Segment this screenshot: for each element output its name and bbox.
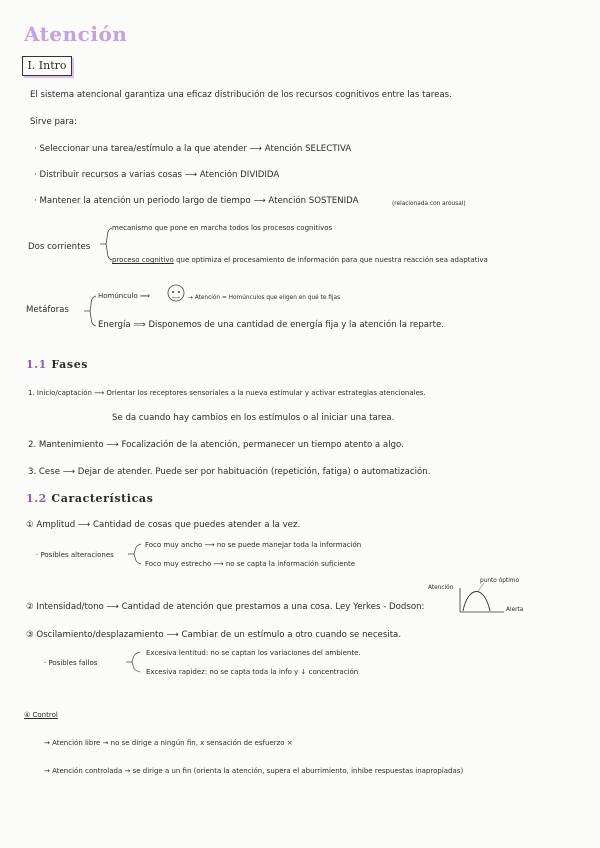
intro-line: El sistema atencional garantiza una eficaz distribución de los recursos cognitivos entre las tareas. <box>30 90 452 100</box>
corriente-2-underlined: proceso cognitivo <box>112 256 174 264</box>
fase-1-b: Se da cuando hay cambios en los estímulos o al iniciar una tarea. <box>112 413 395 423</box>
control-controlada: → Atención controlada → se dirige a un fin (orienta la atención, supera el aburrimiento, inhibe respuestas inapropiadas) <box>44 767 464 775</box>
caract-num: 1.2 <box>26 492 47 505</box>
fase-3: 3. Cese ⟶ Dejar de atender. Puede ser por habituación (repetición, fatiga) o automatización. <box>28 467 431 477</box>
amplitud-alt-2: Foco muy estrecho ⟶ no se capta la información suficiente <box>145 560 356 568</box>
amplitud-alteraciones: · Posibles alteraciones <box>36 551 114 559</box>
metaforas-label: Metáforas <box>26 305 69 315</box>
list-item-sostenida: · Mantener la atención un periodo largo de tiempo ⟶ Atención SOSTENIDA <box>34 196 359 206</box>
metafora-homunculo: Homúnculo ⟹ <box>98 292 151 300</box>
graph-xlabel: Alerta <box>506 607 524 613</box>
fase-2: 2. Mantenimiento ⟶ Focalización de la atención, permanecer un tiempo atento a algo. <box>28 440 404 450</box>
section-heading-intro: I. Intro <box>22 56 72 76</box>
fase-1: 1. Inicio/captación ⟶ Orientar los receptores sensoriales a la nueva estimular y activar estrategias atencionales. <box>28 389 426 397</box>
oscilamiento-fallo-2: Excesiva rapidez: no se capta toda la info y ↓ concentración <box>146 668 359 676</box>
caract-amplitud: ① Amplitud ⟶ Cantidad de cosas que puedes atender a la vez. <box>26 520 301 530</box>
oscilamiento-fallo-1: Excesiva lentitud: no se captan los variaciones del ambiente. <box>146 649 361 657</box>
sirve-para: Sirve para: <box>30 117 77 127</box>
corrientes-bracket <box>100 228 112 260</box>
corrientes-label: Dos corrientes <box>28 242 91 252</box>
fases-num: 1.1 <box>26 358 47 371</box>
yerkes-dodson-curve <box>463 591 490 611</box>
amplitud-alt-1: Foco muy ancho ⟶ no se puede manejar toda la información <box>145 541 362 549</box>
control-libre: → Atención libre → no se dirige a ningún fin, x sensación de esfuerzo × <box>44 739 293 747</box>
graph-peak-label: punto óptimo <box>480 578 519 584</box>
yerkes-dodson-graph <box>460 583 504 612</box>
metafora-homunculo-tail: → Atención = Homúnculos que eligen en qué te fijas <box>188 295 341 301</box>
corriente-1: mecanismo que pone en marcha todos los procesos cognitivos <box>112 224 333 232</box>
homunculo-doodle-icon <box>168 285 184 301</box>
list-item-dividida: · Distribuir recursos a varias cosas ⟶ Atención DIVIDIDA <box>34 170 280 180</box>
graph-ylabel: Atención <box>428 585 454 591</box>
caract-intensidad: ② Intensidad/tono ⟶ Cantidad de atención que prestamos a una cosa. Ley Yerkes - Dodson: <box>26 602 425 612</box>
caract-oscilamiento: ③ Oscilamiento/desplazamiento ⟶ Cambiar de un estímulo a otro cuando se necesita. <box>26 630 402 640</box>
amplitud-bracket <box>128 544 141 564</box>
metaforas-bracket <box>84 296 96 326</box>
metafora-energia: Energía ⟹ Disponemos de una cantidad de energía fija y la atención la reparte. <box>98 320 444 330</box>
caract-title: Características <box>51 492 154 505</box>
fases-title: Fases <box>51 358 89 371</box>
list-item-selectiva: · Seleccionar una tarea/estímulo a la que atender ⟶ Atención SELECTIVA <box>34 144 352 154</box>
note-arousal: (relacionada con arousal) <box>392 201 466 207</box>
corriente-2-rest: que optimiza el procesamiento de información para que nuestra reacción sea adaptativa <box>176 256 488 264</box>
oscilamiento-fallos: · Posibles fallos <box>44 659 98 667</box>
oscilamiento-bracket <box>126 652 140 672</box>
caract-control: ④ Control <box>24 711 58 719</box>
page-title: Atención <box>24 22 128 46</box>
